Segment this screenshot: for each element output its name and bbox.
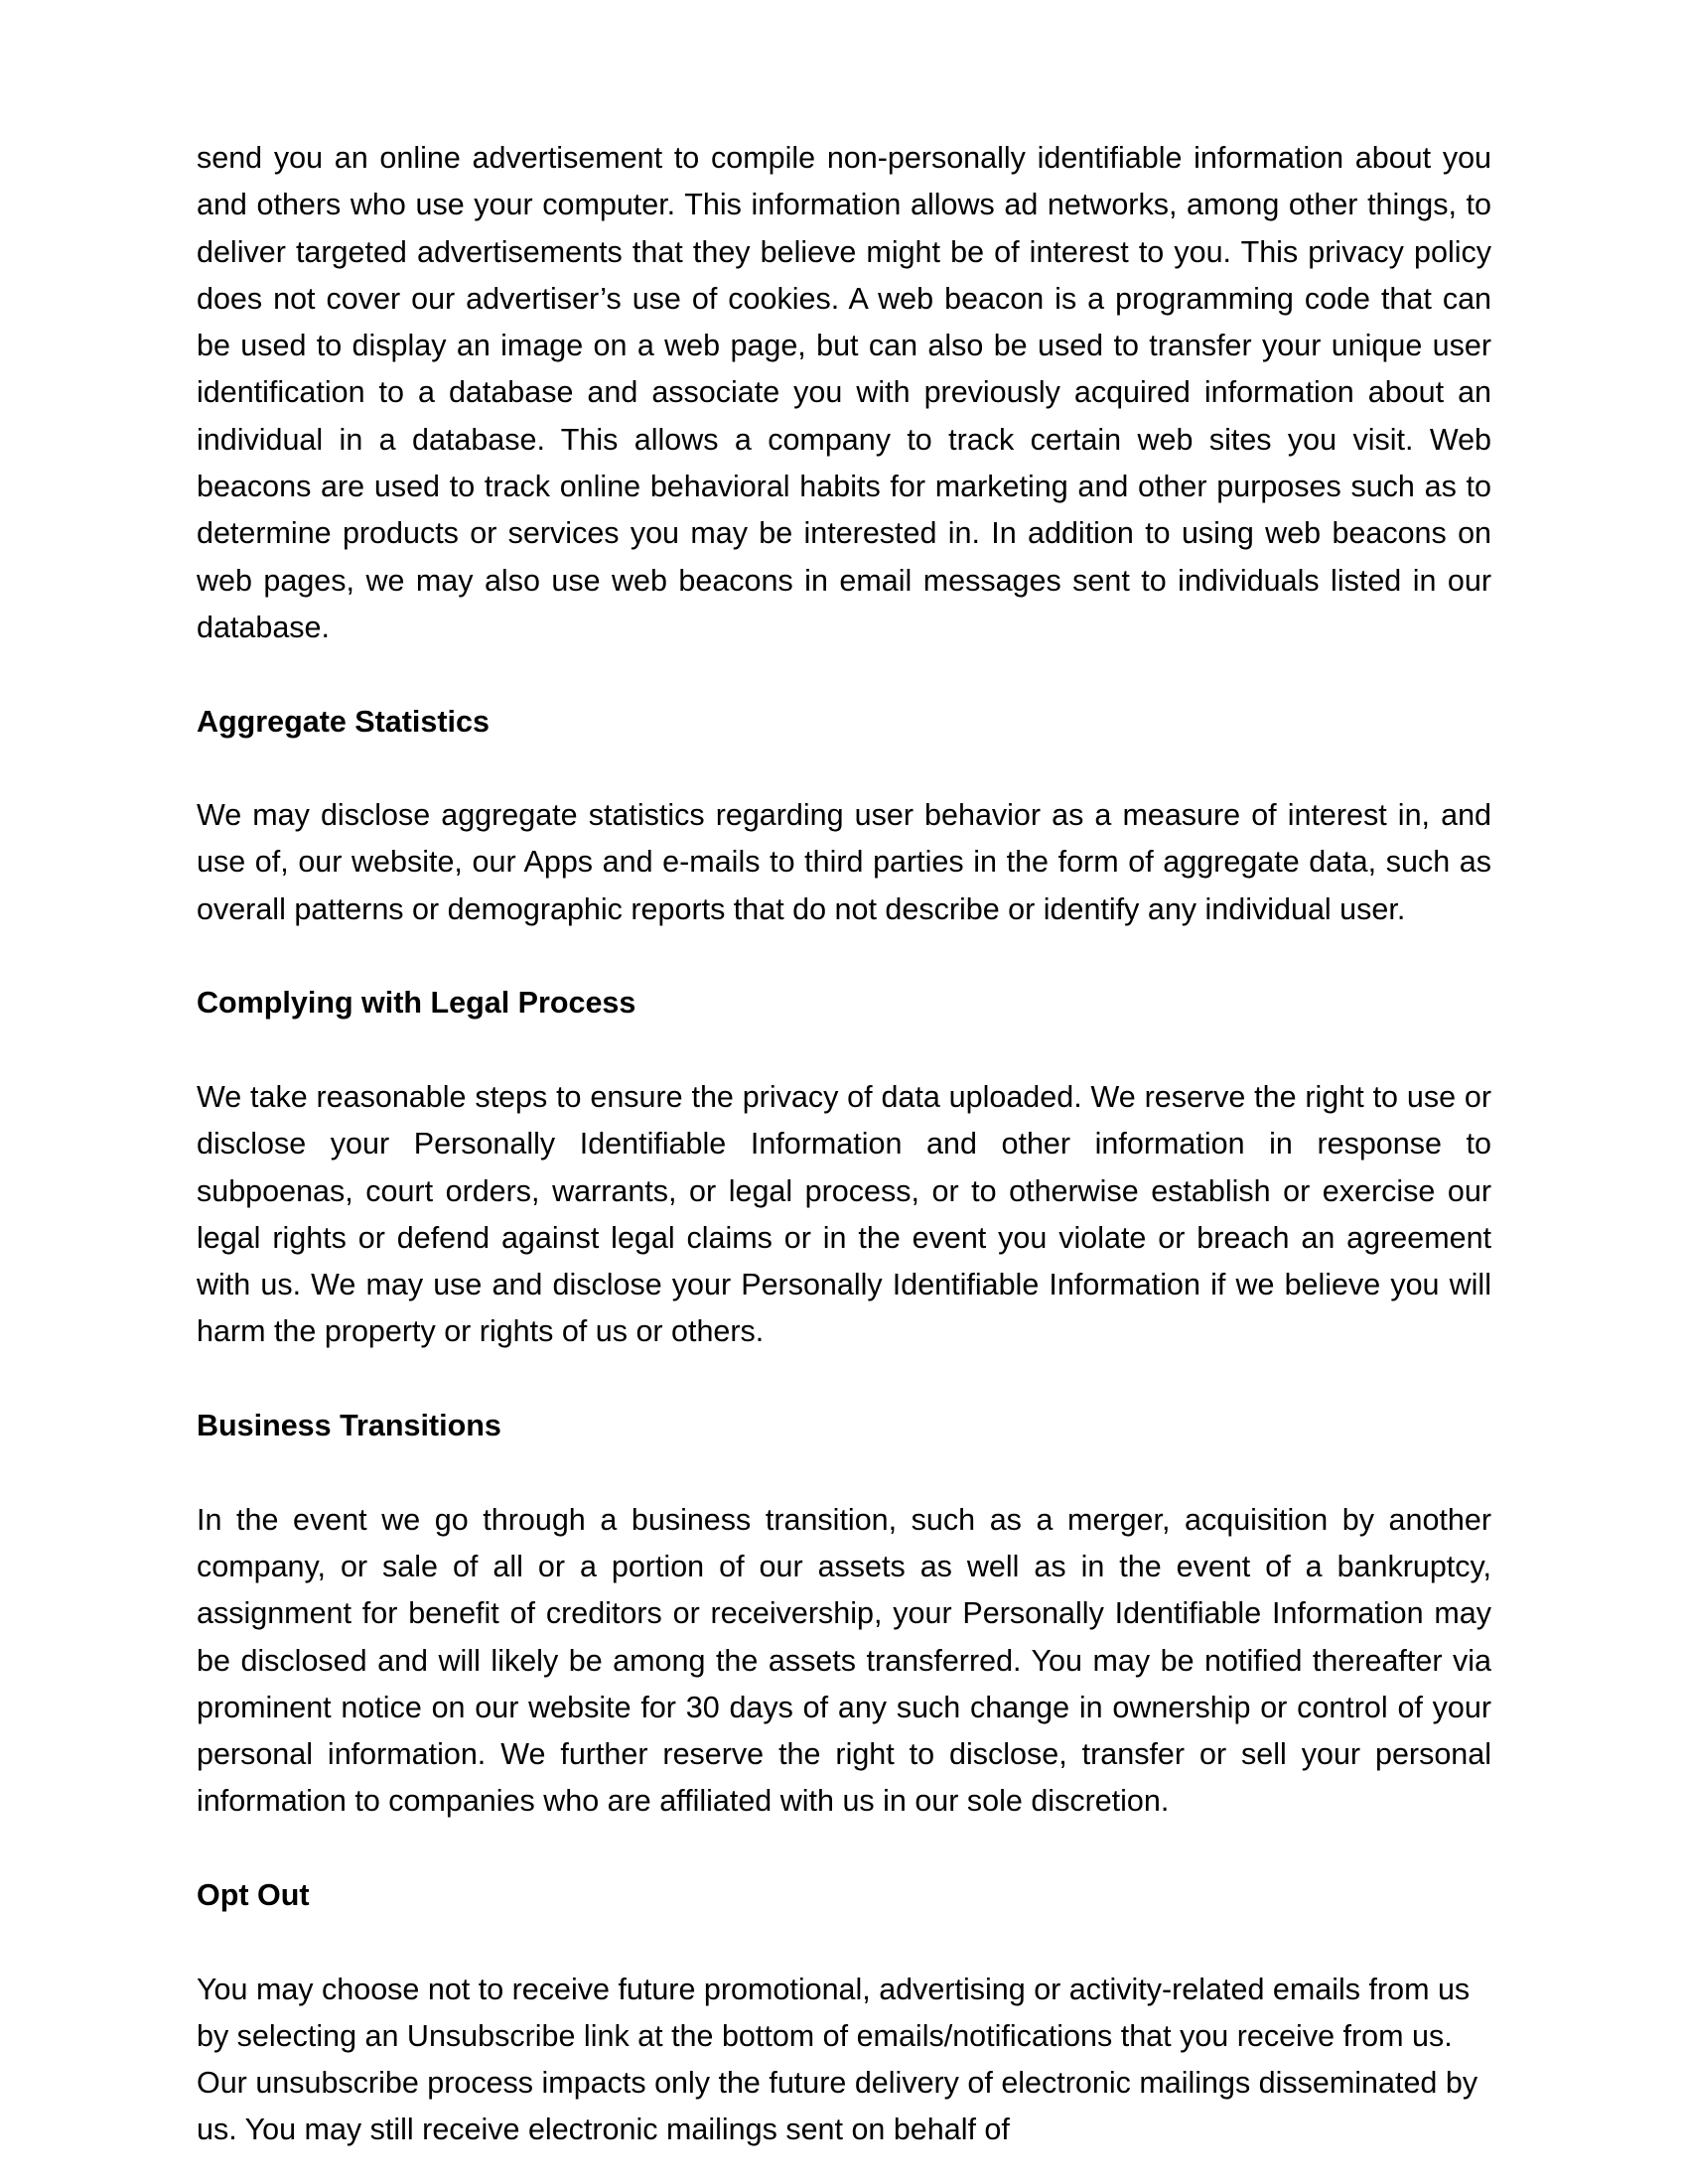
- paragraph-complying-with-legal-process: We take reasonable steps to ensure the privacy of data uploaded. We reserve the right to use or disclose your Personally Identifiable Information and other information in response to subpoenas, court orders, warrants, or legal process, or to otherwise establish or exercise our legal rights or defend against legal claims or in the event you violate or breach an agreement with us. We may use and disclose your Personally Identifiable Information if we believe you will harm the property or rights of us or others.: [197, 1079, 1491, 1349]
- paragraph-spacer: [197, 1027, 1491, 1074]
- paragraph-cookies-web-beacons: send you an online advertisement to compile non-personally identifiable information about you and others who use your computer. This information allows ad networks, among other things, to deliver targeted advertisements that they believe might be of interest to you. This privacy policy does not cover our advertiser’s use of cookies. A web beacon is a programming code that can be used to display an image on a web page, but can also be used to transfer your unique user identification to a database and associate you with previously acquired information about an individual in a database. This allows a company to track certain web sites you visit. Web beacons are used to track online behavioral habits for marketing and other purposes such as to determine products or services you may be interested in. In addition to using web beacons on web pages, we may also use web beacons in email messages sent to individuals listed in our database.: [197, 141, 1491, 644]
- paragraph-spacer: [197, 1919, 1491, 1966]
- paragraph-aggregate-statistics: We may disclose aggregate statistics regarding user behavior as a measure of interest in, and use of, our website, our Apps and e-mails to third parties in the form of aggregate data, such as overall patterns or demographic reports that do not describe or identify any individual user.: [197, 798, 1491, 926]
- paragraph-spacer: [197, 1449, 1491, 1496]
- paragraph-opt-out: You may choose not to receive future promotional, advertising or activity-related emails from us by selecting an Unsubscribe link at the bottom of emails/notifications that you receive from us. Our unsubscribe process impacts only the future delivery of electronic mailings disseminated by us. You may still receive electronic mailings sent on behalf of: [197, 1972, 1478, 2147]
- paragraph-spacer: [197, 1356, 1491, 1403]
- heading-aggregate-statistics: Aggregate Statistics: [197, 704, 490, 739]
- heading-business-transitions: Business Transitions: [197, 1409, 501, 1443]
- paragraph-spacer: [197, 1826, 1491, 1872]
- document-body: [197, 135, 1491, 2154]
- heading-opt-out: Opt Out: [197, 1877, 310, 1912]
- heading-complying-with-legal-process: Complying with Legal Process: [197, 986, 636, 1021]
- paragraph-business-transitions: In the event we go through a business transition, such as a merger, acquisition by another company, or sale of all or a portion of our assets as well as in the event of a bankruptcy, assignment for benefit of creditors or receivership, your Personally Identifiable Information may be disclosed and will likely be among the assets transferred. You may be notified thereafter via prominent notice on our website for 30 days of any such change in ownership or control of your personal information. We further reserve the right to disclose, transfer or sell your personal information to companies who are affiliated with us in our sole discretion.: [197, 1502, 1491, 1819]
- paragraph-spacer: [197, 933, 1491, 980]
- paragraph-spacer: [197, 746, 1491, 792]
- paragraph-spacer: [197, 651, 1491, 698]
